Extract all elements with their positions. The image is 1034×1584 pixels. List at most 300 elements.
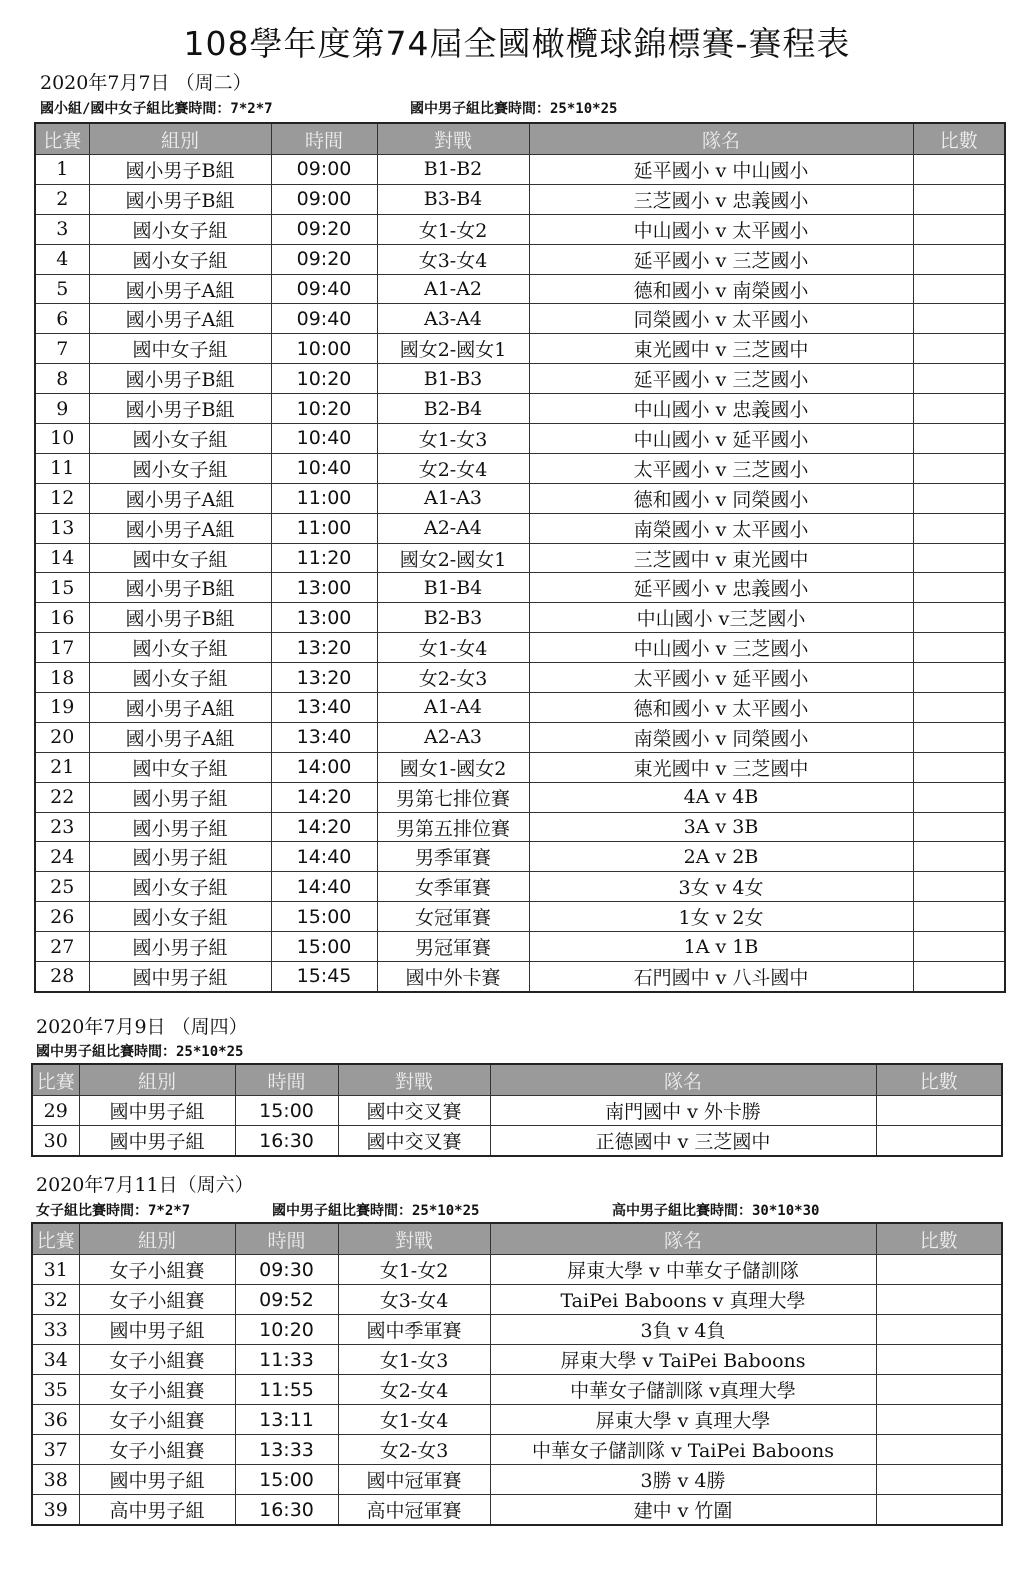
time-cell: 15:00 xyxy=(235,1096,338,1126)
group-cell: 國中男子組 xyxy=(79,1315,235,1345)
group-cell: 國小女子組 xyxy=(89,244,271,274)
table-row xyxy=(32,1285,1002,1315)
matchup-cell: 男季軍賽 xyxy=(377,842,529,872)
header-group: 組別 xyxy=(89,123,271,155)
time-cell: 13:00 xyxy=(271,573,377,603)
group-cell: 國小男子A組 xyxy=(89,304,271,334)
teams-cell: 南榮國小 v 太平國小 xyxy=(529,513,913,543)
score-cell xyxy=(876,1405,1002,1435)
match-number-cell: 37 xyxy=(32,1435,79,1465)
match-number-cell: 11 xyxy=(35,453,89,483)
matchup-cell: A2-A3 xyxy=(377,722,529,752)
header-matchup: 對戰 xyxy=(338,1223,490,1255)
teams-cell: 2A v 2B xyxy=(529,842,913,872)
teams-cell: 太平國小 v 三芝國小 xyxy=(529,453,913,483)
day-1-schedule-table xyxy=(34,122,1006,993)
table-row xyxy=(32,1315,1002,1345)
day-1-note-2: 國中男子組比賽時間：25*10*25 xyxy=(410,101,618,117)
matchup-cell: 國女1-國女2 xyxy=(377,752,529,782)
matchup-cell: 女1-女4 xyxy=(338,1405,490,1435)
teams-cell: 1女 v 2女 xyxy=(529,902,913,932)
table-row xyxy=(35,693,1005,723)
score-cell xyxy=(913,513,1005,543)
match-number-cell: 13 xyxy=(35,513,89,543)
day-3-note-2: 國中男子組比賽時間：25*10*25 xyxy=(272,1203,480,1219)
table-row xyxy=(35,932,1005,962)
matchup-cell: B2-B4 xyxy=(377,394,529,424)
score-cell xyxy=(913,962,1005,992)
match-number-cell: 8 xyxy=(35,364,89,394)
teams-cell: 中山國小 v 三芝國小 xyxy=(529,633,913,663)
time-cell: 09:00 xyxy=(271,184,377,214)
table-row xyxy=(35,155,1005,185)
time-cell: 15:00 xyxy=(235,1465,338,1495)
teams-cell: 1A v 1B xyxy=(529,932,913,962)
matchup-cell: 國中外卡賽 xyxy=(377,962,529,992)
header-match: 比賽 xyxy=(35,123,89,155)
time-cell: 09:40 xyxy=(271,274,377,304)
teams-cell: 建中 v 竹圍 xyxy=(490,1495,876,1526)
matchup-cell: 國中冠軍賽 xyxy=(338,1465,490,1495)
table-row xyxy=(32,1465,1002,1495)
teams-cell: 3負 v 4負 xyxy=(490,1315,876,1345)
matchup-cell: 女3-女4 xyxy=(338,1285,490,1315)
match-number-cell: 7 xyxy=(35,334,89,364)
table-row xyxy=(35,603,1005,633)
matchup-cell: 男第五排位賽 xyxy=(377,812,529,842)
score-cell xyxy=(913,424,1005,454)
match-number-cell: 6 xyxy=(35,304,89,334)
group-cell: 國小男子A組 xyxy=(89,274,271,304)
time-cell: 14:20 xyxy=(271,782,377,812)
score-cell xyxy=(913,603,1005,633)
teams-cell: 南榮國小 v 同榮國小 xyxy=(529,722,913,752)
group-cell: 國小男子組 xyxy=(89,782,271,812)
matchup-cell: 女冠軍賽 xyxy=(377,902,529,932)
teams-cell: 延平國小 v 三芝國小 xyxy=(529,244,913,274)
group-cell: 國中男子組 xyxy=(79,1126,235,1157)
match-number-cell: 33 xyxy=(32,1315,79,1345)
time-cell: 13:20 xyxy=(271,663,377,693)
table-row xyxy=(35,214,1005,244)
table-row xyxy=(32,1405,1002,1435)
score-cell xyxy=(876,1315,1002,1345)
day-3-date: 2020年7月11日（周六） xyxy=(36,1174,254,1196)
header-teams: 隊名 xyxy=(490,1064,876,1096)
day-2-date: 2020年7月9日 （周四） xyxy=(36,1016,248,1038)
score-cell xyxy=(913,453,1005,483)
table-row xyxy=(35,752,1005,782)
table-row xyxy=(35,364,1005,394)
match-number-cell: 18 xyxy=(35,663,89,693)
group-cell: 國小男子B組 xyxy=(89,394,271,424)
table-row xyxy=(35,304,1005,334)
match-number-cell: 5 xyxy=(35,274,89,304)
time-cell: 10:20 xyxy=(271,394,377,424)
time-cell: 15:00 xyxy=(271,932,377,962)
score-cell xyxy=(913,304,1005,334)
group-cell: 女子小組賽 xyxy=(79,1405,235,1435)
teams-cell: 東光國中 v 三芝國中 xyxy=(529,752,913,782)
matchup-cell: B3-B4 xyxy=(377,184,529,214)
group-cell: 國小女子組 xyxy=(89,902,271,932)
score-cell xyxy=(913,244,1005,274)
matchup-cell: B2-B3 xyxy=(377,603,529,633)
match-number-cell: 21 xyxy=(35,752,89,782)
group-cell: 國小男子A組 xyxy=(89,483,271,513)
matchup-cell: 女2-女4 xyxy=(377,453,529,483)
score-cell xyxy=(913,364,1005,394)
match-number-cell: 26 xyxy=(35,902,89,932)
match-number-cell: 15 xyxy=(35,573,89,603)
time-cell: 14:40 xyxy=(271,872,377,902)
match-number-cell: 3 xyxy=(35,214,89,244)
time-cell: 13:20 xyxy=(271,633,377,663)
header-time: 時間 xyxy=(235,1223,338,1255)
table-row xyxy=(35,902,1005,932)
matchup-cell: 高中冠軍賽 xyxy=(338,1495,490,1526)
teams-cell: 中山國小 v 延平國小 xyxy=(529,424,913,454)
group-cell: 國中女子組 xyxy=(89,752,271,782)
matchup-cell: 女1-女2 xyxy=(377,214,529,244)
score-cell xyxy=(876,1255,1002,1285)
match-number-cell: 19 xyxy=(35,693,89,723)
group-cell: 女子小組賽 xyxy=(79,1435,235,1465)
time-cell: 10:20 xyxy=(235,1315,338,1345)
matchup-cell: 國中季軍賽 xyxy=(338,1315,490,1345)
time-cell: 10:20 xyxy=(271,364,377,394)
time-cell: 13:00 xyxy=(271,603,377,633)
group-cell: 國小男子B組 xyxy=(89,603,271,633)
teams-cell: 3勝 v 4勝 xyxy=(490,1465,876,1495)
match-number-cell: 39 xyxy=(32,1495,79,1526)
time-cell: 14:40 xyxy=(271,842,377,872)
day-3-schedule-table xyxy=(31,1222,1003,1526)
matchup-cell: 國女2-國女1 xyxy=(377,543,529,573)
match-number-cell: 23 xyxy=(35,812,89,842)
header-matchup: 對戰 xyxy=(377,123,529,155)
score-cell xyxy=(913,155,1005,185)
day-2-schedule-table xyxy=(31,1063,1003,1157)
group-cell: 國小女子組 xyxy=(89,633,271,663)
teams-cell: 太平國小 v 延平國小 xyxy=(529,663,913,693)
teams-cell: 三芝國小 v 忠義國小 xyxy=(529,184,913,214)
time-cell: 09:52 xyxy=(235,1285,338,1315)
match-number-cell: 28 xyxy=(35,962,89,992)
header-time: 時間 xyxy=(271,123,377,155)
table-header-row xyxy=(32,1223,1002,1255)
table-row xyxy=(35,394,1005,424)
group-cell: 國小男子組 xyxy=(89,932,271,962)
group-cell: 國小男子組 xyxy=(89,812,271,842)
score-cell xyxy=(913,693,1005,723)
table-row xyxy=(35,513,1005,543)
teams-cell: 4A v 4B xyxy=(529,782,913,812)
matchup-cell: 女1-女2 xyxy=(338,1255,490,1285)
score-cell xyxy=(876,1375,1002,1405)
matchup-cell: 女1-女4 xyxy=(377,633,529,663)
match-number-cell: 10 xyxy=(35,424,89,454)
score-cell xyxy=(913,633,1005,663)
match-number-cell: 9 xyxy=(35,394,89,424)
teams-cell: 3女 v 4女 xyxy=(529,872,913,902)
day-1-date: 2020年7月7日 （周二） xyxy=(40,72,252,94)
score-cell xyxy=(913,214,1005,244)
group-cell: 國小女子組 xyxy=(89,424,271,454)
table-row xyxy=(35,483,1005,513)
matchup-cell: B1-B3 xyxy=(377,364,529,394)
table-row xyxy=(35,543,1005,573)
matchup-cell: A3-A4 xyxy=(377,304,529,334)
score-cell xyxy=(913,274,1005,304)
match-number-cell: 27 xyxy=(35,932,89,962)
time-cell: 14:20 xyxy=(271,812,377,842)
score-cell xyxy=(876,1285,1002,1315)
match-number-cell: 30 xyxy=(32,1126,79,1157)
time-cell: 16:30 xyxy=(235,1495,338,1526)
match-number-cell: 17 xyxy=(35,633,89,663)
group-cell: 國中男子組 xyxy=(89,962,271,992)
table-row xyxy=(35,274,1005,304)
teams-cell: 屏東大學 v TaiPei Baboons xyxy=(490,1345,876,1375)
teams-cell: 三芝國中 v 東光國中 xyxy=(529,543,913,573)
match-number-cell: 35 xyxy=(32,1375,79,1405)
group-cell: 國小男子B組 xyxy=(89,364,271,394)
teams-cell: 德和國小 v 南榮國小 xyxy=(529,274,913,304)
time-cell: 13:33 xyxy=(235,1435,338,1465)
match-number-cell: 16 xyxy=(35,603,89,633)
header-match: 比賽 xyxy=(32,1223,79,1255)
table-row xyxy=(32,1126,1002,1157)
match-number-cell: 24 xyxy=(35,842,89,872)
score-cell xyxy=(876,1495,1002,1526)
time-cell: 13:40 xyxy=(271,693,377,723)
match-number-cell: 1 xyxy=(35,155,89,185)
teams-cell: 屏東大學 v 中華女子儲訓隊 xyxy=(490,1255,876,1285)
matchup-cell: 男第七排位賽 xyxy=(377,782,529,812)
matchup-cell: 國中交叉賽 xyxy=(338,1096,490,1126)
group-cell: 國小女子組 xyxy=(89,214,271,244)
teams-cell: 延平國小 v 忠義國小 xyxy=(529,573,913,603)
table-row xyxy=(32,1096,1002,1126)
score-cell xyxy=(913,663,1005,693)
matchup-cell: 女2-女4 xyxy=(338,1375,490,1405)
header-group: 組別 xyxy=(79,1223,235,1255)
score-cell xyxy=(913,722,1005,752)
table-row xyxy=(35,184,1005,214)
time-cell: 09:40 xyxy=(271,304,377,334)
time-cell: 09:30 xyxy=(235,1255,338,1285)
table-row xyxy=(32,1255,1002,1285)
score-cell xyxy=(876,1345,1002,1375)
group-cell: 國小女子組 xyxy=(89,872,271,902)
day-3-note-1: 女子組比賽時間：7*2*7 xyxy=(36,1203,191,1219)
group-cell: 國小男子A組 xyxy=(89,513,271,543)
teams-cell: 屏東大學 v 真理大學 xyxy=(490,1405,876,1435)
score-cell xyxy=(913,334,1005,364)
teams-cell: 正德國中 v 三芝國中 xyxy=(490,1126,876,1157)
score-cell xyxy=(913,543,1005,573)
teams-cell: 南門國中 v 外卡勝 xyxy=(490,1096,876,1126)
teams-cell: TaiPei Baboons v 真理大學 xyxy=(490,1285,876,1315)
group-cell: 高中男子組 xyxy=(79,1495,235,1526)
table-row xyxy=(35,424,1005,454)
table-row xyxy=(32,1375,1002,1405)
match-number-cell: 20 xyxy=(35,722,89,752)
time-cell: 14:00 xyxy=(271,752,377,782)
table-row xyxy=(35,872,1005,902)
score-cell xyxy=(913,932,1005,962)
time-cell: 15:00 xyxy=(271,902,377,932)
header-score: 比數 xyxy=(913,123,1005,155)
teams-cell: 德和國小 v 同榮國小 xyxy=(529,483,913,513)
table-row xyxy=(35,722,1005,752)
score-cell xyxy=(876,1465,1002,1495)
time-cell: 09:20 xyxy=(271,244,377,274)
score-cell xyxy=(876,1096,1002,1126)
group-cell: 國小男子B組 xyxy=(89,184,271,214)
table-row xyxy=(35,782,1005,812)
score-cell xyxy=(913,752,1005,782)
table-row xyxy=(35,663,1005,693)
header-match: 比賽 xyxy=(32,1064,79,1096)
group-cell: 國小男子組 xyxy=(89,842,271,872)
score-cell xyxy=(913,902,1005,932)
group-cell: 女子小組賽 xyxy=(79,1285,235,1315)
header-teams: 隊名 xyxy=(490,1223,876,1255)
match-number-cell: 29 xyxy=(32,1096,79,1126)
teams-cell: 3A v 3B xyxy=(529,812,913,842)
time-cell: 10:40 xyxy=(271,424,377,454)
matchup-cell: 男冠軍賽 xyxy=(377,932,529,962)
matchup-cell: 女季軍賽 xyxy=(377,872,529,902)
score-cell xyxy=(913,842,1005,872)
time-cell: 13:40 xyxy=(271,722,377,752)
matchup-cell: 國女2-國女1 xyxy=(377,334,529,364)
matchup-cell: 女2-女3 xyxy=(338,1435,490,1465)
day-3-note-3: 高中男子組比賽時間：30*10*30 xyxy=(612,1203,820,1219)
matchup-cell: A1-A2 xyxy=(377,274,529,304)
time-cell: 11:00 xyxy=(271,483,377,513)
score-cell xyxy=(913,872,1005,902)
group-cell: 國中男子組 xyxy=(79,1096,235,1126)
match-number-cell: 4 xyxy=(35,244,89,274)
header-teams: 隊名 xyxy=(529,123,913,155)
score-cell xyxy=(876,1126,1002,1157)
table-row xyxy=(32,1495,1002,1526)
matchup-cell: B1-B4 xyxy=(377,573,529,603)
table-row xyxy=(35,633,1005,663)
score-cell xyxy=(876,1435,1002,1465)
teams-cell: 中山國小 v三芝國小 xyxy=(529,603,913,633)
table-row xyxy=(35,962,1005,992)
score-cell xyxy=(913,812,1005,842)
table-header-row xyxy=(35,123,1005,155)
teams-cell: 中華女子儲訓隊 v真理大學 xyxy=(490,1375,876,1405)
group-cell: 國中男子組 xyxy=(79,1465,235,1495)
time-cell: 16:30 xyxy=(235,1126,338,1157)
time-cell: 09:20 xyxy=(271,214,377,244)
group-cell: 國小男子A組 xyxy=(89,722,271,752)
table-row xyxy=(35,334,1005,364)
header-score: 比數 xyxy=(876,1064,1002,1096)
table-row xyxy=(35,812,1005,842)
group-cell: 國中女子組 xyxy=(89,543,271,573)
group-cell: 國小男子A組 xyxy=(89,693,271,723)
teams-cell: 東光國中 v 三芝國中 xyxy=(529,334,913,364)
group-cell: 女子小組賽 xyxy=(79,1345,235,1375)
teams-cell: 延平國小 v 三芝國小 xyxy=(529,364,913,394)
group-cell: 國小女子組 xyxy=(89,663,271,693)
match-number-cell: 2 xyxy=(35,184,89,214)
teams-cell: 德和國小 v 太平國小 xyxy=(529,693,913,723)
match-number-cell: 14 xyxy=(35,543,89,573)
group-cell: 國小女子組 xyxy=(89,453,271,483)
table-row xyxy=(35,244,1005,274)
time-cell: 13:11 xyxy=(235,1405,338,1435)
day-1-note-1: 國小組/國中女子組比賽時間：7*2*7 xyxy=(40,101,273,117)
table-row xyxy=(35,453,1005,483)
table-row xyxy=(35,842,1005,872)
matchup-cell: 女2-女3 xyxy=(377,663,529,693)
teams-cell: 延平國小 v 中山國小 xyxy=(529,155,913,185)
table-row xyxy=(32,1435,1002,1465)
matchup-cell: 女3-女4 xyxy=(377,244,529,274)
matchup-cell: 國中交叉賽 xyxy=(338,1126,490,1157)
teams-cell: 中華女子儲訓隊 v TaiPei Baboons xyxy=(490,1435,876,1465)
page-title: 108學年度第74屆全國橄欖球錦標賽-賽程表 xyxy=(183,24,851,63)
time-cell: 09:00 xyxy=(271,155,377,185)
time-cell: 11:33 xyxy=(235,1345,338,1375)
teams-cell: 石門國中 v 八斗國中 xyxy=(529,962,913,992)
matchup-cell: 女1-女3 xyxy=(377,424,529,454)
header-score: 比數 xyxy=(876,1223,1002,1255)
score-cell xyxy=(913,394,1005,424)
time-cell: 15:45 xyxy=(271,962,377,992)
time-cell: 11:20 xyxy=(271,543,377,573)
match-number-cell: 12 xyxy=(35,483,89,513)
group-cell: 國中女子組 xyxy=(89,334,271,364)
match-number-cell: 22 xyxy=(35,782,89,812)
score-cell xyxy=(913,782,1005,812)
matchup-cell: A2-A4 xyxy=(377,513,529,543)
match-number-cell: 34 xyxy=(32,1345,79,1375)
match-number-cell: 38 xyxy=(32,1465,79,1495)
header-group: 組別 xyxy=(79,1064,235,1096)
header-matchup: 對戰 xyxy=(338,1064,490,1096)
matchup-cell: B1-B2 xyxy=(377,155,529,185)
matchup-cell: A1-A3 xyxy=(377,483,529,513)
match-number-cell: 32 xyxy=(32,1285,79,1315)
table-header-row xyxy=(32,1064,1002,1096)
teams-cell: 同榮國小 v 太平國小 xyxy=(529,304,913,334)
score-cell xyxy=(913,483,1005,513)
time-cell: 11:55 xyxy=(235,1375,338,1405)
group-cell: 女子小組賽 xyxy=(79,1375,235,1405)
score-cell xyxy=(913,573,1005,603)
header-time: 時間 xyxy=(235,1064,338,1096)
match-number-cell: 36 xyxy=(32,1405,79,1435)
matchup-cell: 女1-女3 xyxy=(338,1345,490,1375)
group-cell: 國小男子B組 xyxy=(89,573,271,603)
group-cell: 國小男子B組 xyxy=(89,155,271,185)
teams-cell: 中山國小 v 太平國小 xyxy=(529,214,913,244)
teams-cell: 中山國小 v 忠義國小 xyxy=(529,394,913,424)
match-number-cell: 25 xyxy=(35,872,89,902)
table-row xyxy=(32,1345,1002,1375)
day-2-note-1: 國中男子組比賽時間：25*10*25 xyxy=(36,1044,244,1060)
group-cell: 女子小組賽 xyxy=(79,1255,235,1285)
